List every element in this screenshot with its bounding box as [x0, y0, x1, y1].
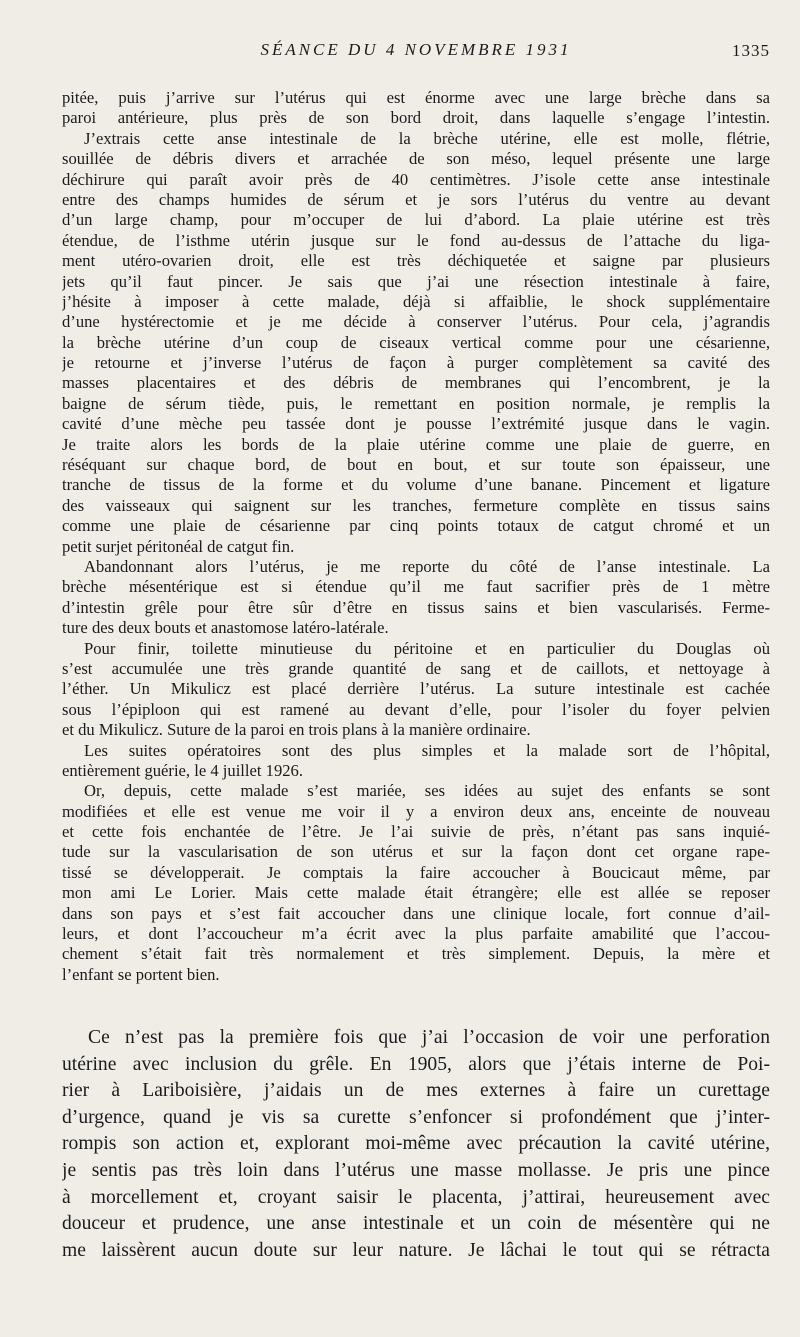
text-line: souillée de débris divers et arrachée de son méso, lequel présente une large — [62, 149, 770, 169]
text-line: cavité d’une mèche peu tassée dont je pousse l’extrémité jusque dans le vagin. — [62, 414, 770, 434]
text-line: étendue, de l’isthme utérin jusque sur le fond au-dessus de l’attache du liga- — [62, 230, 770, 250]
text-line: des vaisseaux qui saignent sur les tranches, fermeture complète en tissus sains — [62, 495, 770, 515]
discussion-text — [62, 1025, 770, 1264]
text-line: je retourne et j’inverse l’utérus de façon à purger complètement sa cavité des — [62, 353, 770, 373]
text-line: modifiées et elle est venue me voir il y a environ deux ans, enceinte de nouveau — [62, 801, 770, 821]
text-line: tude sur la vascularisation de son utérus et sur la façon dont cet organe rape- — [62, 842, 770, 862]
running-title: SÉANCE DU 4 NOVEMBRE 1931 — [260, 40, 572, 59]
running-header — [62, 40, 770, 64]
text-line: l’éther. Un Mikulicz est placé derrière l’utérus. La suture intestinale est cachée — [62, 679, 770, 699]
case-report-text — [62, 88, 770, 985]
text-line: brèche mésentérique est si étendue qu’il me faut sacrifier près de 1 mètre — [62, 577, 770, 597]
text-line: jets qu’il faut pincer. Je sais que j’ai une résection intestinale à faire, — [62, 271, 770, 291]
text-line: s’est accumulée une très grande quantité de sang et de caillots, et nettoyage à — [62, 658, 770, 678]
text-line: dans son pays et s’est fait accoucher dans une clinique locale, fort connue d’ail- — [62, 903, 770, 923]
text-line: je sentis pas très loin dans l’utérus une masse mollasse. Je pris une pince — [62, 1159, 770, 1181]
text-line: et cette fois enchantée de l’être. Je l’ai suivie de près, n’étant pas sans inquié- — [62, 822, 770, 842]
text-line: rier à Lariboisière, j’aidais un de mes externes à faire un curettage — [62, 1080, 770, 1102]
text-line: utérine avec inclusion du grêle. En 1905, alors que j’étais interne de Poi- — [62, 1053, 770, 1075]
text-line: J’extrais cette anse intestinale de la brèche utérine, elle est molle, flétrie, — [84, 128, 770, 148]
text-line: d’une hystérectomie et je me décide à conserver l’utérus. Pour cela, j’agrandis — [62, 312, 770, 332]
text-line: entièrement guérie, le 4 juillet 1926. — [62, 760, 303, 780]
text-line: à morcellement et, croyant saisir le placenta, j’attirai, heureusement avec — [62, 1186, 770, 1208]
text-line: Les suites opératoires sont des plus simples et la malade sort de l’hôpital, — [84, 740, 770, 760]
text-line: ture des deux bouts et anastomose latéro-latérale. — [62, 618, 389, 638]
text-line: Or, depuis, cette malade s’est mariée, ses idées au sujet des enfants se sont — [84, 781, 770, 801]
text-line: Pour finir, toilette minutieuse du péritoine et en particulier du Douglas où — [84, 638, 770, 658]
text-line: d’intestin grêle pour être sûr d’être en tissus sains et bien vascularisés. Ferme- — [62, 597, 770, 617]
text-line: l’enfant se portent bien. — [62, 964, 220, 984]
text-line: mon ami Le Lorier. Mais cette malade était étrangère; elle est allée se reposer — [62, 883, 770, 903]
text-line: masses placentaires et des débris de membranes qui l’encombrent, je la — [62, 373, 770, 393]
text-line: me laissèrent aucun doute sur leur nature. Je lâchai le tout qui se rétracta — [62, 1239, 770, 1261]
text-line: ment utéro-ovarien droit, elle est très déchiquetée et saigne par plusieurs — [62, 251, 770, 271]
text-line: pitée, puis j’arrive sur l’utérus qui est énorme avec une large brèche dans sa — [62, 88, 770, 107]
text-line: Ce n’est pas la première fois que j’ai l’occasion de voir une perforation — [88, 1027, 770, 1048]
text-line: d’urgence, quand je vis sa curette s’enfoncer si profondément que j’inter- — [62, 1106, 770, 1128]
text-line: tranche de tissus de la forme et du volume d’une banane. Pincement et ligature — [62, 475, 770, 495]
text-line: d’un large champ, pour m’occuper de lui d’abord. La plaie utérine est très — [62, 210, 770, 230]
text-line: baigne de sérum tiède, puis, le remettant en position normale, je remplis la — [62, 393, 770, 413]
text-line: leurs, et dont l’accoucheur m’a écrit avec la plus parfaite amabilité que l’accou- — [62, 924, 770, 944]
text-line: déchirure qui paraît avoir près de 40 centimètres. J’isole cette anse intestinale — [62, 169, 770, 189]
text-line: réséquant sur chaque bord, de bout en bout, et sur toute son épaisseur, une — [62, 455, 770, 475]
text-line: et du Mikulicz. Suture de la paroi en trois plans à la manière ordinaire. — [62, 720, 531, 740]
text-line: sous l’épiploon qui est ramené au devant d’elle, pour l’isoler du foyer pelvien — [62, 699, 770, 719]
page-number: 1335 — [732, 41, 770, 60]
text-line: paroi antérieure, plus près de son bord droit, dans laquelle s’engage l’intestin. — [62, 108, 770, 128]
text-line: petit surjet péritonéal de catgut fin. — [62, 536, 295, 556]
text-line: tissé se développerait. Je comptais la faire accoucher à Boucicaut même, par — [62, 862, 770, 882]
text-line: rompis son action et, explorant moi-même avec précaution la cavité utérine, — [62, 1133, 770, 1155]
text-line: douceur et prudence, une anse intestinale et un coin de mésentère qui ne — [62, 1213, 770, 1235]
text-line: entre des champs humides de sérum et je sors l’utérus du ventre au devant — [62, 189, 770, 209]
text-line: comme une plaie de césarienne par cinq points totaux de catgut chromé et un — [62, 516, 770, 536]
text-line: Je traite alors les bords de la plaie utérine comme une plaie de guerre, en — [62, 434, 770, 454]
text-line: Abandonnant alors l’utérus, je me reporte du côté de l’anse intestinale. La — [84, 556, 770, 576]
text-line: chement s’était fait très normalement et très simplement. Depuis, la mère et — [62, 944, 770, 964]
text-line: la brèche utérine d’un coup de ciseaux vertical comme pour une césarienne, — [62, 332, 770, 352]
text-line: j’hésite à imposer à cette malade, déjà si affaiblie, le shock supplémentaire — [62, 291, 770, 311]
